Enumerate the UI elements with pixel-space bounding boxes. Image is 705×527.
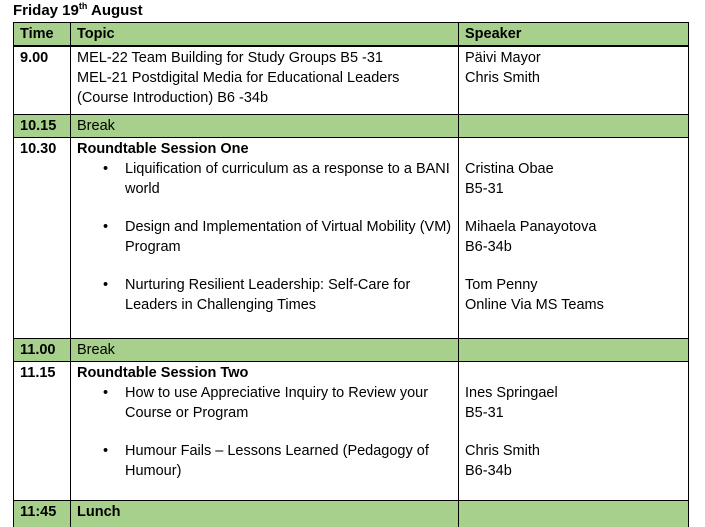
title-month: August — [87, 2, 142, 19]
agenda-item: • Liquification of curriculum as a response to a BANI world — [77, 159, 452, 199]
speaker-block — [465, 441, 682, 481]
agenda-item: • How to use Appreciative Inquiry to Review your Course or Program — [77, 383, 452, 423]
empty-speaker-cell — [459, 339, 689, 362]
column-header-topic: Topic — [71, 23, 459, 47]
lunch-row — [14, 501, 689, 527]
schedule-row-0900 — [14, 46, 689, 115]
speaker-name: Päivi Mayor — [465, 48, 682, 68]
speaker-cell — [459, 362, 689, 501]
break-label: Break — [71, 115, 459, 138]
speaker-name: Chris Smith — [465, 68, 682, 88]
lunch-label: Lunch — [71, 501, 459, 527]
time-cell: 10.30 — [14, 138, 71, 339]
break-row-1100 — [14, 339, 689, 362]
speaker-block — [465, 383, 682, 423]
time-cell: 11:45 — [14, 501, 71, 527]
agenda-item: • Design and Implementation of Virtual Mobility (VM) Program — [77, 217, 452, 257]
speaker-spacer — [465, 363, 682, 383]
column-header-speaker: Speaker — [459, 23, 689, 47]
speaker-name: Chris Smith — [465, 441, 682, 461]
speaker-name: Ines Springael — [465, 383, 682, 403]
speaker-cell — [459, 46, 689, 115]
title-date: Friday 19 — [13, 2, 79, 19]
speaker-location: B5-31 — [465, 179, 682, 199]
speaker-location: B6-34b — [465, 237, 682, 257]
session-title: Roundtable Session One — [77, 139, 452, 159]
schedule-table — [13, 22, 689, 527]
time-cell: 9.00 — [14, 46, 71, 115]
speaker-block — [465, 275, 682, 315]
session-two-row — [14, 362, 689, 501]
session-title: Roundtable Session Two — [77, 363, 452, 383]
event-topic: MEL-21 Postdigital Media for Educational Leaders (Course Introduction) B6 -34b — [77, 68, 452, 108]
agenda-item: • Humour Fails – Lessons Learned (Pedagogy of Humour) — [77, 441, 452, 481]
speaker-name: Cristina Obae — [465, 159, 682, 179]
title-ordinal-superscript: th — [79, 1, 88, 11]
time-cell: 11.00 — [14, 339, 71, 362]
speaker-block — [465, 159, 682, 199]
speaker-block — [465, 217, 682, 257]
speaker-location: B5-31 — [465, 403, 682, 423]
empty-speaker-cell — [459, 501, 689, 527]
topic-cell — [71, 362, 459, 501]
speaker-location: Online Via MS Teams — [465, 295, 682, 315]
topic-cell — [71, 46, 459, 115]
session-one-row — [14, 138, 689, 339]
topic-cell — [71, 138, 459, 339]
break-row-1015 — [14, 115, 689, 138]
speaker-spacer — [465, 139, 682, 159]
time-cell: 10.15 — [14, 115, 71, 138]
speaker-name: Tom Penny — [465, 275, 682, 295]
event-topic: MEL-22 Team Building for Study Groups B5 -31 — [77, 48, 452, 68]
speaker-cell — [459, 138, 689, 339]
agenda-item: • Nurturing Resilient Leadership: Self-Care for Leaders in Challenging Times — [77, 275, 452, 315]
speaker-name: Mihaela Panayotova — [465, 217, 682, 237]
empty-speaker-cell — [459, 115, 689, 138]
table-header-row — [14, 23, 689, 47]
page-title — [13, 1, 143, 21]
time-cell: 11.15 — [14, 362, 71, 501]
break-label: Break — [71, 339, 459, 362]
speaker-location: B6-34b — [465, 461, 682, 481]
column-header-time: Time — [14, 23, 71, 47]
